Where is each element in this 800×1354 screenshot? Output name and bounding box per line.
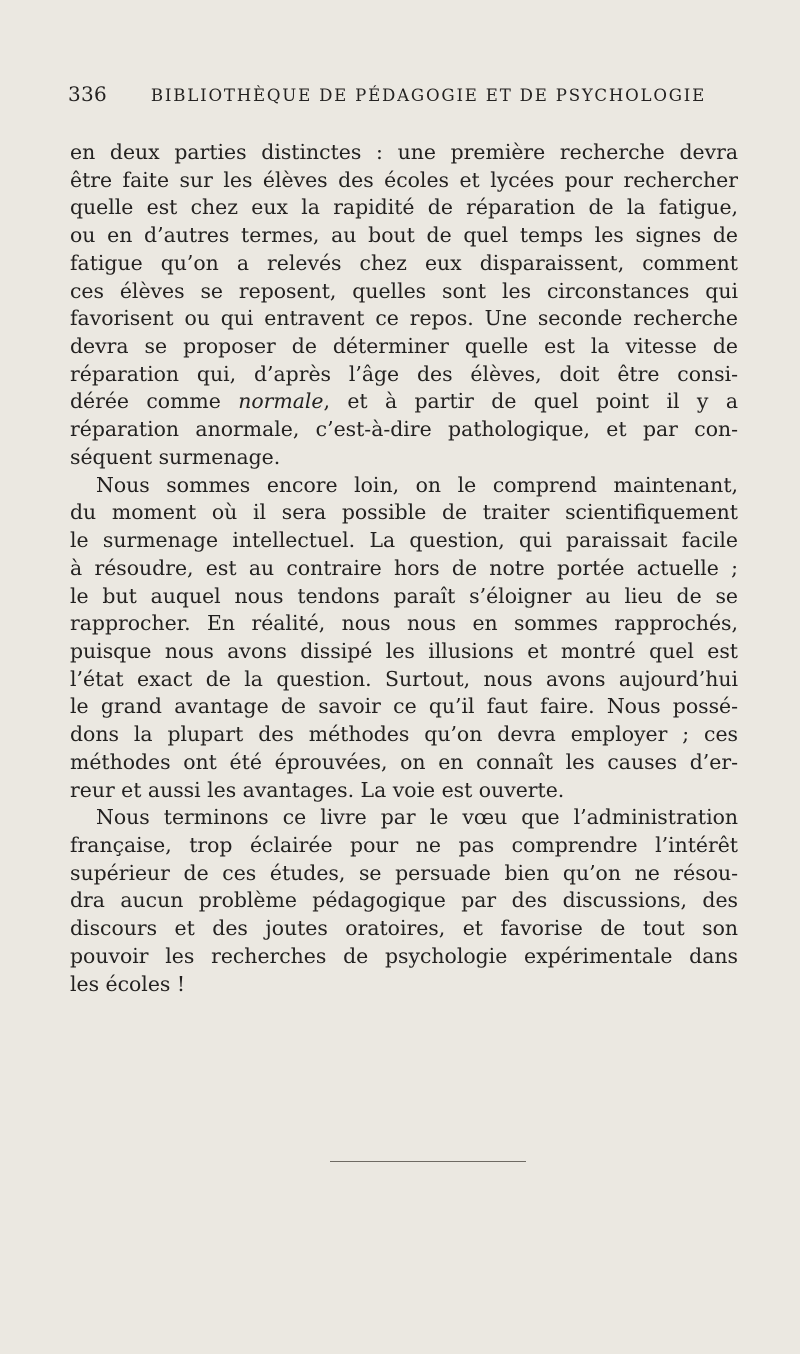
text-line: pouvoir les recherches de psychologie expérimentale dans bbox=[70, 943, 738, 968]
text-line: rapprocher. En réalité, nous nous en sommes rapprochés, bbox=[70, 611, 738, 636]
text-line: le surmenage intellectuel. La question, qui paraissait facile bbox=[70, 528, 738, 553]
text-line: favorisent ou qui entravent ce repos. Une seconde recherche bbox=[70, 306, 738, 331]
paragraph-first-line: Nous terminons ce livre par le vœu que l’administration bbox=[96, 805, 738, 830]
text-line: à résoudre, est au contraire hors de notre portée actuelle ; bbox=[70, 555, 738, 580]
text-line: réparation qui, d’après l’âge des élèves, doit être consi- bbox=[70, 361, 738, 386]
text-line: en deux parties distinctes : une première recherche devra bbox=[70, 140, 738, 164]
text-line: dons la plupart des méthodes qu’on devra employer ; ces bbox=[70, 722, 738, 747]
text-line: méthodes ont été éprouvées, on en connaît les causes d’er- bbox=[70, 749, 738, 774]
text-line: être faite sur les élèves des écoles et lycées pour rechercher bbox=[70, 167, 738, 192]
end-rule-divider bbox=[330, 1161, 526, 1162]
text-line-with-italic bbox=[70, 388, 738, 416]
text-line: devra se proposer de déterminer quelle est la vitesse de bbox=[70, 334, 738, 359]
running-head bbox=[68, 82, 735, 106]
paragraph-first-line: Nous sommes encore loin, on le comprend maintenant, bbox=[96, 472, 738, 497]
text-line: ces élèves se reposent, quelles sont les circonstances qui bbox=[70, 278, 738, 303]
text-line: du moment où il sera possible de traiter scientifiquement bbox=[70, 500, 738, 525]
italic-word: normale bbox=[238, 389, 324, 414]
running-head-title: BIBLIOTHÈQUE DE PÉDAGOGIE ET DE PSYCHOLOGIE bbox=[150, 86, 707, 105]
text-line: ou en d’autres termes, au bout de quel temps les signes de bbox=[70, 223, 738, 248]
line-segment: dérée comme bbox=[70, 389, 239, 414]
text-line: discours et des joutes oratoires, et favorise de tout son bbox=[70, 916, 738, 941]
line-segment: , et à partir de quel point il y a bbox=[323, 389, 738, 414]
text-line: dra aucun problème pédagogique par des discussions, des bbox=[70, 888, 738, 913]
paragraph-last-line: les écoles ! bbox=[70, 971, 186, 996]
text-line: quelle est chez eux la rapidité de réparation de la fatigue, bbox=[70, 195, 738, 220]
paragraph-last-line: reur et aussi les avantages. La voie est ouverte. bbox=[70, 777, 565, 802]
body-text bbox=[70, 139, 738, 998]
text-line: française, trop éclairée pour ne pas comprendre l’intérêt bbox=[70, 832, 738, 857]
text-line: puisque nous avons dissipé les illusions et montré quel est bbox=[70, 638, 738, 663]
text-line: l’état exact de la question. Surtout, nous avons aujourd’hui bbox=[70, 666, 738, 691]
text-line: supérieur de ces études, se persuade bien qu’on ne résou- bbox=[70, 860, 738, 885]
text-line: le grand avantage de savoir ce qu’il faut faire. Nous possé- bbox=[70, 694, 738, 719]
text-line: fatigue qu’on a relevés chez eux disparaissent, comment bbox=[70, 250, 738, 275]
text-line: le but auquel nous tendons paraît s’éloigner au lieu de se bbox=[70, 583, 738, 608]
page-number: 336 bbox=[68, 82, 108, 106]
paragraph-last-line: séquent surmenage. bbox=[70, 444, 281, 469]
text-line: réparation anormale, c’est-à-dire pathologique, et par con- bbox=[70, 417, 738, 442]
